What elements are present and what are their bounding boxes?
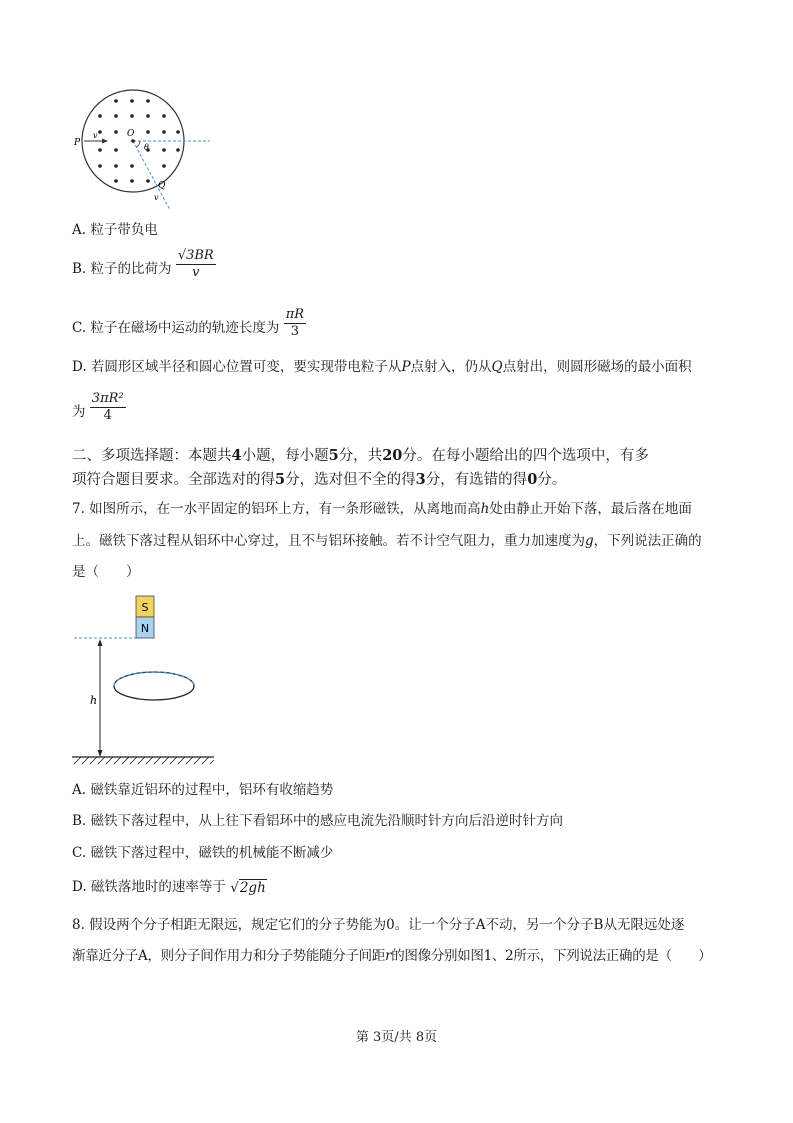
q8-stem-line2: 渐靠近分子A，则分子间作用力和分子势能随分子间距r的图像分别如图1、2所示，下列说法正确的是（ ） xyxy=(72,948,712,964)
svg-text:h: h xyxy=(90,694,98,707)
q6-label-O: O xyxy=(127,129,135,139)
q6-option-b: B. 粒子的比荷为 $\frac{√3BR}{v}$ xyxy=(72,248,214,280)
q6-c-fraction: $\frac{\pi R}{3}$ xyxy=(285,307,305,339)
q7-option-c: C. 磁铁下落过程中，磁铁的机械能不断减少 xyxy=(72,845,334,861)
section2-line2: 项符合题目要求。全部选对的得5分，选对但不全的得3分，有选错的得0分。 xyxy=(72,471,567,488)
q7-option-d: D. 磁铁落地时的速率等于 √2gh xyxy=(72,879,266,896)
q6-magnetic-field-figure xyxy=(70,88,220,218)
q6-label-v2: v xyxy=(154,193,159,202)
q6-option-c: C. 粒子在磁场中运动的轨迹长度为 $\frac{\pi R}{3}$ xyxy=(72,307,305,339)
q7-d-sqrt: √2gh xyxy=(230,879,266,896)
q6-label-P: P xyxy=(74,138,81,148)
q6-option-d-line1: D. 若圆形区域半径和圆心位置可变，要实现带电粒子从P点射入，仍从Q点射出，则圆形磁场的最小面积 xyxy=(72,359,692,375)
q7-stem-line3: 是（ ） xyxy=(72,564,140,580)
svg-text:S: S xyxy=(141,601,149,614)
q7-option-b: B. 磁铁下落过程中，从上往下看铝环中的感应电流先沿顺时针方向后沿逆时针方向 xyxy=(72,813,564,829)
q6-option-a: A. 粒子带负电 xyxy=(72,222,158,238)
q6-label-theta: θ xyxy=(144,143,149,152)
q7-stem-line2: 上。磁铁下落过程从铝环中心穿过，且不与铝环接触。若不计空气阻力，重力加速度为g，下列说法正确的 xyxy=(72,533,702,549)
q6-b-fraction: $\frac{√3BR}{v}$ xyxy=(177,248,214,280)
q8-stem-line1: 8. 假设两个分子相距无限远，规定它们的分子势能为0。让一个分子A不动，另一个分子B从无限远处逐 xyxy=(72,917,685,933)
q7-stem-line1: 7. 如图所示，在一水平固定的铝环上方，有一条形磁铁，从离地而高h处由静止开始下落，最后落在地面 xyxy=(72,501,692,517)
q6-label-Q: Q xyxy=(158,181,166,191)
q7-option-a: A. 磁铁靠近铝环的过程中，铝环有收缩趋势 xyxy=(72,782,334,798)
section2-line1: 二、多项选择题：本题共4小题，每小题5分，共20分。在每小题给出的四个选项中，有多 xyxy=(72,447,649,464)
q6-option-d-line2: 为 $\frac{\text{3πR²}}{4}$ xyxy=(72,391,124,423)
q6-d-fraction: $\frac{\text{3πR²}}{4}$ xyxy=(91,391,124,423)
q6-label-v1: v xyxy=(93,131,98,140)
q7-magnet-ring-figure xyxy=(72,594,222,766)
svg-text:N: N xyxy=(140,622,150,635)
page-footer: 第 3页/共 8页 xyxy=(355,1030,438,1045)
